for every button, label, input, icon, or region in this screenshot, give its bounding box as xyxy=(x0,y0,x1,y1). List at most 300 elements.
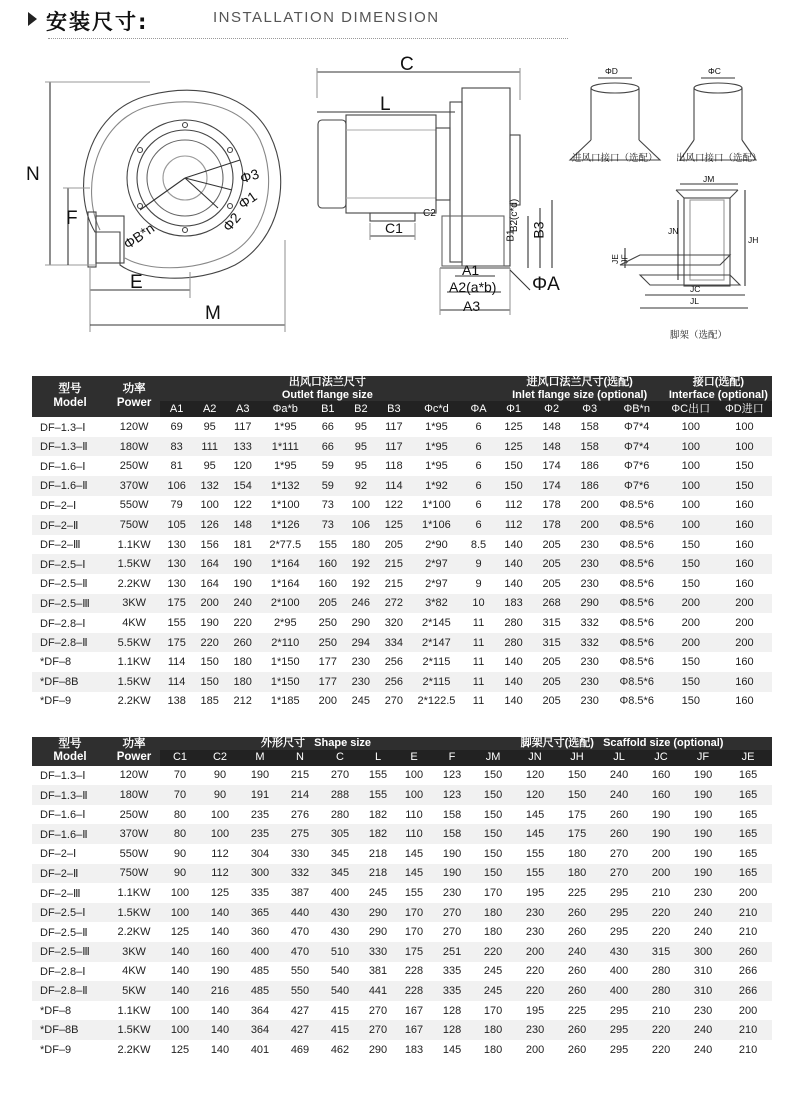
table-row xyxy=(32,672,772,692)
dim-JL: JL xyxy=(690,296,699,306)
value-cell: 110 xyxy=(396,805,432,825)
dim-JC: JC xyxy=(690,284,701,294)
power-cell: 5.5KW xyxy=(108,633,160,653)
value-cell: 2*147 xyxy=(410,633,462,653)
value-cell: 345 xyxy=(320,864,360,884)
value-cell: 364 xyxy=(240,1001,280,1021)
value-cell: 220 xyxy=(514,981,556,1001)
value-cell: 164 xyxy=(193,574,226,594)
value-cell: 295 xyxy=(598,1020,640,1040)
value-cell: 190 xyxy=(226,554,259,574)
column-header: B3 xyxy=(377,401,410,417)
value-cell: 138 xyxy=(160,692,193,712)
power-cell: 1.1KW xyxy=(108,535,160,555)
value-cell: 270 xyxy=(320,766,360,786)
value-cell: 240 xyxy=(682,1040,724,1060)
value-cell: 295 xyxy=(598,922,640,942)
value-cell: 300 xyxy=(682,942,724,962)
value-cell: 190 xyxy=(432,864,472,884)
value-cell: 1*150 xyxy=(259,672,311,692)
value-cell: 174 xyxy=(533,456,571,476)
value-cell: 200 xyxy=(724,883,772,903)
value-cell: 270 xyxy=(432,922,472,942)
value-cell: 126 xyxy=(193,515,226,535)
value-cell: 150 xyxy=(193,652,226,672)
value-cell: Φ8.5*6 xyxy=(609,554,665,574)
value-cell: 270 xyxy=(432,903,472,923)
dim-L: L xyxy=(380,94,391,115)
power-cell: 4KW xyxy=(108,613,160,633)
column-header: E xyxy=(396,750,432,766)
value-cell: 160 xyxy=(717,692,772,712)
value-cell: 230 xyxy=(514,922,556,942)
value-cell: 230 xyxy=(682,883,724,903)
value-cell: 190 xyxy=(240,766,280,786)
value-cell: 268 xyxy=(533,594,571,614)
value-cell: 205 xyxy=(377,535,410,555)
value-cell: 150 xyxy=(495,476,533,496)
value-cell: 1*95 xyxy=(410,417,462,437)
dim-phiC: ΦC xyxy=(708,66,721,76)
inlet-flange-header: 进风口法兰尺寸(选配) Inlet flange size (optional) xyxy=(495,376,665,401)
value-cell: 330 xyxy=(280,844,320,864)
value-cell: 190 xyxy=(682,844,724,864)
value-cell: Φ7*4 xyxy=(609,417,665,437)
power-cell: 370W xyxy=(108,824,160,844)
value-cell: 240 xyxy=(682,903,724,923)
dim-A3: A3 xyxy=(463,298,481,314)
value-cell: 266 xyxy=(724,981,772,1001)
shape-size-header: 外形尺寸 Shape size xyxy=(160,737,472,750)
value-cell: 260 xyxy=(598,805,640,825)
value-cell: 11 xyxy=(462,672,494,692)
value-cell: 440 xyxy=(280,903,320,923)
flange-size-table xyxy=(32,376,772,711)
column-header: Φ2 xyxy=(533,401,571,417)
value-cell: 140 xyxy=(200,1040,240,1060)
value-cell: 112 xyxy=(495,496,533,516)
value-cell: 9 xyxy=(462,554,494,574)
value-cell: 69 xyxy=(160,417,193,437)
value-cell: 2*97 xyxy=(410,574,462,594)
value-cell: 100 xyxy=(665,417,717,437)
value-cell: 295 xyxy=(598,1001,640,1021)
value-cell: 150 xyxy=(472,824,514,844)
value-cell: 92 xyxy=(344,476,377,496)
dim-phiA: ΦA xyxy=(532,274,560,295)
column-header: A3 xyxy=(226,401,259,417)
value-cell: 11 xyxy=(462,692,494,712)
triangle-bullet-icon xyxy=(28,12,37,26)
value-cell: 81 xyxy=(160,456,193,476)
value-cell: 3*82 xyxy=(410,594,462,614)
value-cell: Φ8.5*6 xyxy=(609,515,665,535)
column-header: B2 xyxy=(344,401,377,417)
power-cell: 120W xyxy=(108,766,160,786)
value-cell: 150 xyxy=(193,672,226,692)
value-cell: 100 xyxy=(665,476,717,496)
value-cell: 315 xyxy=(533,633,571,653)
value-cell: 190 xyxy=(682,766,724,786)
column-header: C2 xyxy=(200,750,240,766)
value-cell: 200 xyxy=(717,613,772,633)
power-cell: 5KW xyxy=(108,981,160,1001)
table-row xyxy=(32,574,772,594)
model-cell: DF–2–Ⅲ xyxy=(32,883,108,903)
model-cell: DF–2.5–Ⅱ xyxy=(32,574,108,594)
dim-phiD: ΦD xyxy=(605,66,618,76)
value-cell: 295 xyxy=(598,1040,640,1060)
value-cell: 73 xyxy=(311,515,344,535)
value-cell: 160 xyxy=(717,496,772,516)
value-cell: 164 xyxy=(193,554,226,574)
table-row xyxy=(32,922,772,942)
value-cell: 427 xyxy=(280,1020,320,1040)
model-cell: DF–2.5–Ⅲ xyxy=(32,942,108,962)
value-cell: 190 xyxy=(682,805,724,825)
value-cell: 180 xyxy=(344,535,377,555)
value-cell: 230 xyxy=(344,672,377,692)
value-cell: 155 xyxy=(360,785,396,805)
column-header: L xyxy=(360,750,396,766)
value-cell: 150 xyxy=(665,672,717,692)
dim-C: C xyxy=(400,54,414,75)
value-cell: 2*115 xyxy=(410,652,462,672)
value-cell: 295 xyxy=(598,883,640,903)
value-cell: 100 xyxy=(160,1020,200,1040)
value-cell: 270 xyxy=(377,692,410,712)
value-cell: 154 xyxy=(226,476,259,496)
value-cell: 245 xyxy=(360,883,396,903)
value-cell: 1*164 xyxy=(259,574,311,594)
power-cell: 1.5KW xyxy=(108,903,160,923)
value-cell: 180 xyxy=(472,1020,514,1040)
value-cell: 160 xyxy=(311,574,344,594)
value-cell: 276 xyxy=(280,805,320,825)
value-cell: 183 xyxy=(396,1040,432,1060)
model-cell: DF–1.6–Ⅰ xyxy=(32,456,108,476)
model-cell: DF–2.8–Ⅰ xyxy=(32,962,108,982)
value-cell: 6 xyxy=(462,515,494,535)
value-cell: 165 xyxy=(724,864,772,884)
value-cell: 220 xyxy=(640,1020,682,1040)
value-cell: 175 xyxy=(160,633,193,653)
value-cell: 275 xyxy=(280,824,320,844)
table-row xyxy=(32,1020,772,1040)
value-cell: 415 xyxy=(320,1020,360,1040)
value-cell: 200 xyxy=(571,496,609,516)
value-cell: 240 xyxy=(682,1020,724,1040)
value-cell: 205 xyxy=(311,594,344,614)
value-cell: 200 xyxy=(717,633,772,653)
value-cell: 95 xyxy=(193,417,226,437)
dim-phi1: Φ1 xyxy=(235,188,260,212)
column-header: Φ1 xyxy=(495,401,533,417)
value-cell: 100 xyxy=(200,824,240,844)
value-cell: 120 xyxy=(514,785,556,805)
value-cell: 270 xyxy=(360,1020,396,1040)
value-cell: 117 xyxy=(377,437,410,457)
dim-A2: A2(a*b) xyxy=(449,279,497,295)
value-cell: 216 xyxy=(200,981,240,1001)
value-cell: 230 xyxy=(682,1001,724,1021)
value-cell: 225 xyxy=(556,1001,598,1021)
value-cell: 186 xyxy=(571,476,609,496)
value-cell: 112 xyxy=(200,844,240,864)
power-cell: 1.5KW xyxy=(108,554,160,574)
value-cell: 304 xyxy=(240,844,280,864)
value-cell: 125 xyxy=(495,417,533,437)
value-cell: 270 xyxy=(598,844,640,864)
value-cell: 240 xyxy=(682,922,724,942)
power-cell: 3KW xyxy=(108,594,160,614)
value-cell: 100 xyxy=(160,903,200,923)
value-cell: 335 xyxy=(240,883,280,903)
value-cell: 140 xyxy=(495,535,533,555)
value-cell: 100 xyxy=(160,1001,200,1021)
value-cell: 260 xyxy=(556,981,598,1001)
table-row xyxy=(32,844,772,864)
dim-B1: B1 xyxy=(505,229,517,242)
value-cell: 150 xyxy=(717,456,772,476)
value-cell: 260 xyxy=(724,942,772,962)
value-cell: 195 xyxy=(514,883,556,903)
value-cell: 2*97 xyxy=(410,554,462,574)
value-cell: 165 xyxy=(724,785,772,805)
value-cell: 2*110 xyxy=(259,633,311,653)
value-cell: 190 xyxy=(432,844,472,864)
table-row xyxy=(32,824,772,844)
value-cell: 220 xyxy=(640,922,682,942)
value-cell: 270 xyxy=(598,864,640,884)
value-cell: 246 xyxy=(344,594,377,614)
value-cell: 485 xyxy=(240,962,280,982)
value-cell: 220 xyxy=(226,613,259,633)
shape-size-table xyxy=(32,737,772,1060)
table-row xyxy=(32,652,772,672)
model-cell: *DF–8B xyxy=(32,1020,108,1040)
dim-F: F xyxy=(66,208,78,229)
value-cell: 1*111 xyxy=(259,437,311,457)
value-cell: 145 xyxy=(514,824,556,844)
model-header: 型号 Model xyxy=(32,376,108,417)
model-cell: DF–2–Ⅰ xyxy=(32,496,108,516)
model-cell: DF–2.8–Ⅱ xyxy=(32,981,108,1001)
table-row xyxy=(32,785,772,805)
value-cell: 220 xyxy=(640,1040,682,1060)
dim-B3: B3 xyxy=(530,221,547,239)
value-cell: 200 xyxy=(665,594,717,614)
value-cell: 150 xyxy=(472,805,514,825)
installation-diagram xyxy=(0,40,790,370)
value-cell: 240 xyxy=(226,594,259,614)
value-cell: 155 xyxy=(360,766,396,786)
value-cell: 170 xyxy=(472,1001,514,1021)
dim-phi3: Φ3 xyxy=(237,165,261,187)
value-cell: 240 xyxy=(598,766,640,786)
value-cell: 100 xyxy=(665,515,717,535)
value-cell: 95 xyxy=(193,456,226,476)
value-cell: 106 xyxy=(160,476,193,496)
value-cell: 80 xyxy=(160,805,200,825)
value-cell: 1*164 xyxy=(259,554,311,574)
value-cell: 155 xyxy=(311,535,344,555)
value-cell: 11 xyxy=(462,613,494,633)
value-cell: Φ8.5*6 xyxy=(609,574,665,594)
value-cell: 180 xyxy=(472,922,514,942)
value-cell: 260 xyxy=(556,962,598,982)
value-cell: 114 xyxy=(377,476,410,496)
value-cell: 290 xyxy=(344,613,377,633)
value-cell: 240 xyxy=(598,785,640,805)
value-cell: 332 xyxy=(571,613,609,633)
table-row xyxy=(32,883,772,903)
power-cell: 2.2KW xyxy=(108,922,160,942)
value-cell: 183 xyxy=(495,594,533,614)
value-cell: 155 xyxy=(514,864,556,884)
column-header: C1 xyxy=(160,750,200,766)
value-cell: 205 xyxy=(533,554,571,574)
value-cell: 295 xyxy=(598,903,640,923)
value-cell: 210 xyxy=(640,883,682,903)
value-cell: 117 xyxy=(226,417,259,437)
dim-JH: JH xyxy=(748,235,759,245)
value-cell: 205 xyxy=(533,652,571,672)
model-cell: *DF–9 xyxy=(32,692,108,712)
power-cell: 1.1KW xyxy=(108,1001,160,1021)
value-cell: 6 xyxy=(462,496,494,516)
value-cell: 280 xyxy=(640,981,682,1001)
value-cell: 1*95 xyxy=(259,417,311,437)
value-cell: 95 xyxy=(344,417,377,437)
value-cell: 200 xyxy=(193,594,226,614)
column-header: JN xyxy=(514,750,556,766)
value-cell: 180 xyxy=(556,844,598,864)
table-row xyxy=(32,554,772,574)
value-cell: 170 xyxy=(396,903,432,923)
model-cell: DF–2–Ⅲ xyxy=(32,535,108,555)
column-header: ΦD进口 xyxy=(717,401,772,417)
value-cell: 6 xyxy=(462,437,494,457)
value-cell: 190 xyxy=(682,785,724,805)
model-cell: DF–2.5–Ⅲ xyxy=(32,594,108,614)
value-cell: 112 xyxy=(200,864,240,884)
model-cell: DF–1.3–Ⅰ xyxy=(32,417,108,437)
model-cell: DF–1.6–Ⅱ xyxy=(32,476,108,496)
value-cell: Φ8.5*6 xyxy=(609,652,665,672)
value-cell: 200 xyxy=(514,942,556,962)
value-cell: 186 xyxy=(571,456,609,476)
value-cell: 178 xyxy=(533,515,571,535)
value-cell: 150 xyxy=(717,476,772,496)
column-header: A2 xyxy=(193,401,226,417)
value-cell: 230 xyxy=(514,1020,556,1040)
value-cell: 110 xyxy=(396,824,432,844)
value-cell: 290 xyxy=(360,1040,396,1060)
model-cell: *DF–8 xyxy=(32,1001,108,1021)
value-cell: 90 xyxy=(200,766,240,786)
value-cell: 148 xyxy=(533,417,571,437)
table-row xyxy=(32,805,772,825)
value-cell: 111 xyxy=(193,437,226,457)
table-row xyxy=(32,981,772,1001)
value-cell: 160 xyxy=(200,942,240,962)
value-cell: 320 xyxy=(377,613,410,633)
value-cell: Φ7*6 xyxy=(609,456,665,476)
table-row xyxy=(32,942,772,962)
model-cell: DF–1.3–Ⅰ xyxy=(32,766,108,786)
value-cell: 210 xyxy=(724,1040,772,1060)
value-cell: 150 xyxy=(495,456,533,476)
value-cell: 550 xyxy=(280,981,320,1001)
value-cell: 335 xyxy=(432,981,472,1001)
value-cell: 235 xyxy=(240,824,280,844)
value-cell: 260 xyxy=(556,1020,598,1040)
value-cell: 364 xyxy=(240,1020,280,1040)
dim-phiBn: ΦB*n xyxy=(120,219,158,253)
value-cell: 220 xyxy=(472,942,514,962)
value-cell: 1*126 xyxy=(259,515,311,535)
value-cell: 1*100 xyxy=(259,496,311,516)
value-cell: 218 xyxy=(360,864,396,884)
dim-C2: C2 xyxy=(423,208,436,219)
value-cell: 125 xyxy=(200,883,240,903)
value-cell: 2*115 xyxy=(410,672,462,692)
model-header: 型号 Model xyxy=(32,737,108,766)
interface-header: 接口(选配) Interface (optional) xyxy=(665,376,772,401)
value-cell: 230 xyxy=(571,692,609,712)
model-cell: DF–2.5–Ⅰ xyxy=(32,554,108,574)
value-cell: 59 xyxy=(311,476,344,496)
value-cell: 205 xyxy=(533,535,571,555)
value-cell: 114 xyxy=(160,672,193,692)
value-cell: 2*145 xyxy=(410,613,462,633)
value-cell: 1*95 xyxy=(410,437,462,457)
value-cell: 192 xyxy=(344,574,377,594)
column-header: ΦB*n xyxy=(609,401,665,417)
value-cell: 140 xyxy=(160,981,200,1001)
column-header: ΦA xyxy=(462,401,494,417)
value-cell: 1*150 xyxy=(259,652,311,672)
column-header: C xyxy=(320,750,360,766)
dim-B2: B2(c*d) xyxy=(509,198,521,233)
value-cell: 210 xyxy=(640,1001,682,1021)
value-cell: 8.5 xyxy=(462,535,494,555)
value-cell: 215 xyxy=(377,554,410,574)
value-cell: 401 xyxy=(240,1040,280,1060)
value-cell: 290 xyxy=(360,922,396,942)
value-cell: 335 xyxy=(432,962,472,982)
value-cell: 540 xyxy=(320,981,360,1001)
value-cell: 185 xyxy=(193,692,226,712)
value-cell: 190 xyxy=(200,962,240,982)
value-cell: 190 xyxy=(640,824,682,844)
value-cell: 160 xyxy=(311,554,344,574)
table-row xyxy=(32,594,772,614)
value-cell: 140 xyxy=(160,962,200,982)
model-cell: DF–2–Ⅱ xyxy=(32,515,108,535)
dim-JN: JN xyxy=(668,226,679,236)
value-cell: 195 xyxy=(514,1001,556,1021)
value-cell: 191 xyxy=(240,785,280,805)
value-cell: 160 xyxy=(717,535,772,555)
value-cell: 123 xyxy=(432,785,472,805)
column-header: JC xyxy=(640,750,682,766)
value-cell: 95 xyxy=(344,456,377,476)
value-cell: 175 xyxy=(396,942,432,962)
value-cell: 100 xyxy=(193,496,226,516)
value-cell: 332 xyxy=(280,864,320,884)
